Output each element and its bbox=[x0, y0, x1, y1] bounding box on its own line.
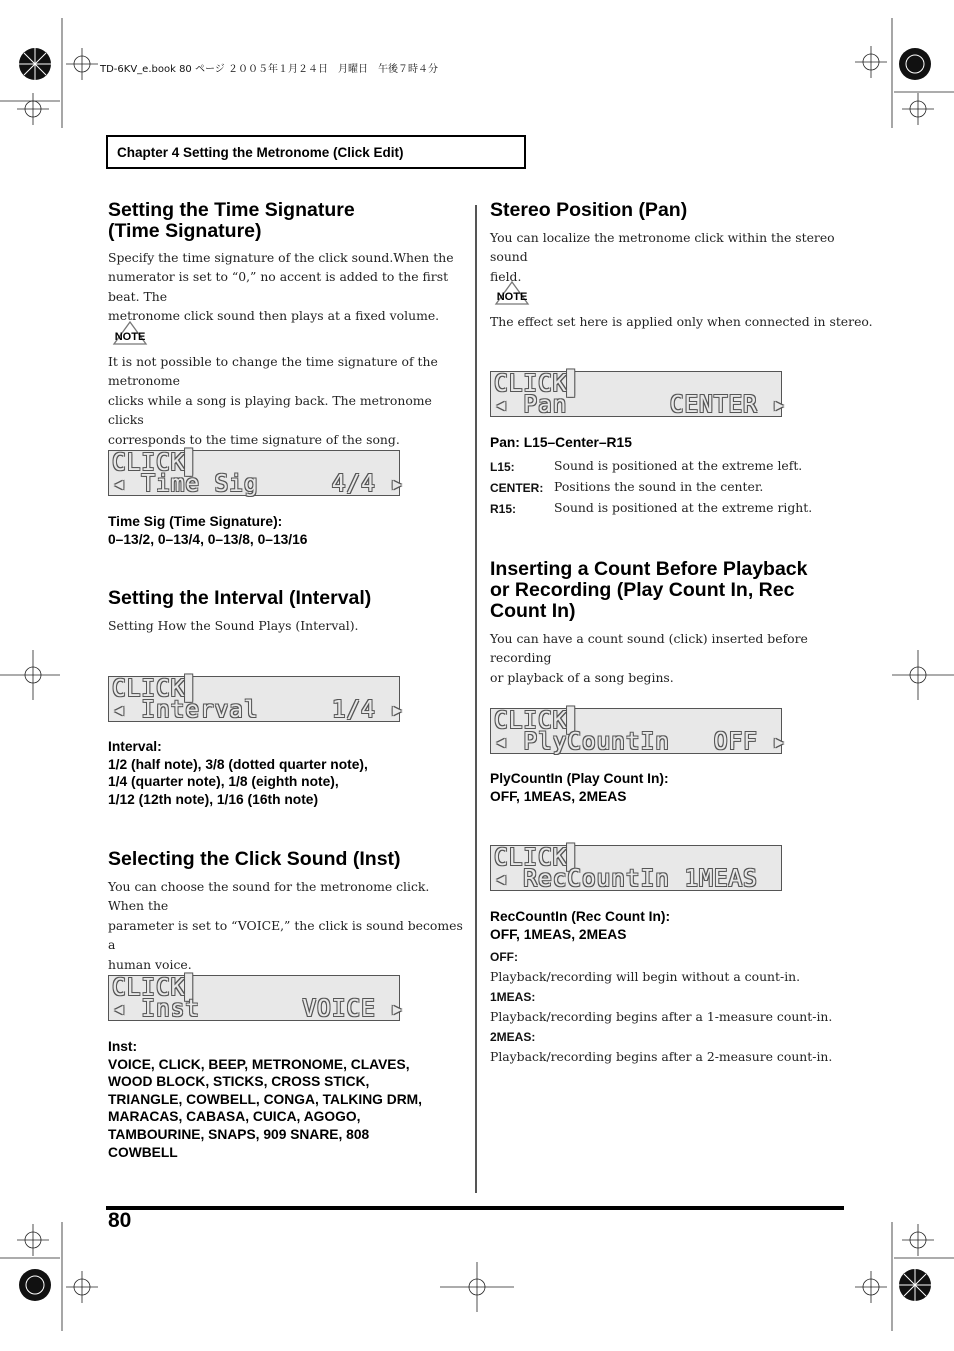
param-line: Time Sig (Time Signature): bbox=[108, 514, 283, 529]
lcd-line-1: CLICK▌ bbox=[112, 676, 200, 702]
chapter-header bbox=[106, 135, 526, 169]
heading-line: Count In) bbox=[490, 600, 576, 622]
svg-text:NOTE: NOTE bbox=[496, 291, 528, 303]
body-line: parameter is set to “VOICE,” the click is sound becomes a bbox=[108, 917, 463, 953]
time-sig-note bbox=[108, 352, 468, 449]
pan-body bbox=[490, 228, 850, 286]
def-desc: Sound is positioned at the extreme right. bbox=[554, 500, 813, 515]
lcd-line-2: ◂ Time Sig 4/4 ▸ bbox=[112, 471, 405, 497]
param-line: OFF, 1MEAS, 2MEAS bbox=[490, 926, 627, 942]
param-line: TAMBOURINE, SNAPS, 909 SNARE, 808 bbox=[108, 1126, 370, 1142]
footer-rule bbox=[106, 1206, 844, 1210]
lcd-time-sig bbox=[108, 450, 405, 497]
count-in-heading bbox=[490, 559, 808, 622]
lcd-line-1: CLICK▌ bbox=[494, 708, 582, 734]
interval-param bbox=[108, 738, 368, 808]
rec-count-in-param bbox=[490, 908, 670, 943]
body-line: Specify the time signature of the click sound.When the bbox=[108, 250, 454, 265]
param-line: PlyCountIn (Play Count In): bbox=[490, 771, 669, 786]
lcd-line-2: ◂ PlyCountIn OFF ▸ bbox=[494, 729, 787, 755]
pan-note: The effect set here is applied only when connected in stereo. bbox=[490, 314, 873, 329]
def-term: R15: bbox=[490, 502, 517, 516]
print-header: TD-6KV_e.book 80 ページ ２００５年１月２４日 月曜日 午後７時４分 bbox=[100, 64, 438, 75]
lcd-pan bbox=[490, 371, 787, 418]
param-line: 1/12 (12th note), 1/16 (16th note) bbox=[108, 791, 319, 807]
param-line: 1/2 (half note), 3/8 (dotted quarter note), bbox=[108, 756, 368, 772]
lcd-line-1: CLICK▌ bbox=[494, 371, 582, 397]
play-count-in-param bbox=[490, 770, 669, 805]
lcd-line-1: CLICK▌ bbox=[494, 845, 582, 871]
lcd-inst bbox=[108, 975, 405, 1022]
param-line: TRIANGLE, COWBELL, CONGA, TALKING DRM, bbox=[108, 1091, 422, 1107]
heading-line: Inserting a Count Before Playback bbox=[490, 558, 808, 580]
lcd-line-2: ◂ Pan CENTER ▸ bbox=[494, 392, 787, 418]
def-desc: Playback/recording begins after a 1-measure count-in. bbox=[490, 1009, 833, 1024]
param-line: 1/4 (quarter note), 1/8 (eighth note), bbox=[108, 774, 339, 790]
param-line: Inst: bbox=[108, 1039, 138, 1054]
param-line: COWBELL bbox=[108, 1144, 178, 1160]
param-line: MARACAS, CABASA, CUICA, AGOGO, bbox=[108, 1109, 361, 1125]
page-number: 80 bbox=[108, 1209, 132, 1232]
note-line: clicks while a song is playing back. The metronome clicks bbox=[108, 392, 432, 428]
def-desc: Sound is positioned at the extreme left. bbox=[554, 458, 803, 473]
time-sig-heading-line2: (Time Signature) bbox=[108, 220, 262, 242]
param-line: 0–13/2, 0–13/4, 0–13/8, 0–13/16 bbox=[108, 531, 308, 547]
param-line: OFF, 1MEAS, 2MEAS bbox=[490, 788, 627, 804]
param-line: VOICE, CLICK, BEEP, METRONOME, CLAVES, bbox=[108, 1056, 410, 1072]
def-term: 2MEAS: bbox=[490, 1030, 536, 1044]
body-line: You can localize the metronome click within the stereo sound bbox=[490, 230, 835, 265]
def-term: CENTER: bbox=[490, 481, 544, 495]
def-term: OFF: bbox=[490, 950, 518, 964]
lcd-line-2: ◂ Interval 1/4 ▸ bbox=[112, 697, 405, 723]
time-sig-heading bbox=[108, 200, 355, 242]
body-line: human voice. bbox=[108, 956, 192, 972]
body-line: or playback of a song begins. bbox=[490, 669, 674, 685]
inst-heading: Selecting the Click Sound (Inst) bbox=[108, 848, 401, 870]
time-sig-heading-line1: Setting the Time Signature bbox=[108, 199, 355, 221]
def-term: L15: bbox=[490, 460, 515, 474]
svg-text:NOTE: NOTE bbox=[114, 331, 146, 343]
chapter-title: Chapter 4 Setting the Metronome (Click Edit) bbox=[117, 145, 404, 160]
def-desc: Playback/recording begins after a 2-measure count-in. bbox=[490, 1049, 833, 1064]
note-line: corresponds to the time signature of the song. bbox=[108, 431, 400, 447]
count-in-body bbox=[490, 629, 850, 687]
interval-body: Setting How the Sound Plays (Interval). bbox=[108, 618, 359, 633]
body-line: You can have a count sound (click) inserted before recording bbox=[490, 631, 808, 666]
note-line: It is not possible to change the time signature of the metronome bbox=[108, 354, 438, 389]
param-line: Interval: bbox=[108, 739, 162, 754]
inst-param bbox=[108, 1038, 468, 1161]
body-line: numerator is set to “0,” no accent is added to the first beat. The bbox=[108, 269, 449, 304]
time-sig-body bbox=[108, 248, 468, 326]
body-line: metronome click sound then plays at a fixed volume. bbox=[108, 308, 440, 324]
time-sig-param bbox=[108, 513, 307, 548]
def-desc: Playback/recording will begin without a count-in. bbox=[490, 969, 801, 984]
def-desc: Positions the sound in the center. bbox=[554, 479, 764, 494]
param-line: WOOD BLOCK, STICKS, CROSS STICK, bbox=[108, 1074, 370, 1090]
lcd-line-2: ◂ RecCountIn 1MEAS bbox=[494, 866, 758, 892]
pan-param: Pan: L15–Center–R15 bbox=[490, 435, 632, 450]
body-line: You can choose the sound for the metronome click. When the bbox=[108, 879, 430, 914]
body-line: field. bbox=[490, 268, 522, 284]
note-icon bbox=[110, 320, 150, 348]
lcd-rec-count-in bbox=[490, 845, 782, 891]
inst-body bbox=[108, 877, 468, 974]
column-divider bbox=[475, 205, 477, 1193]
lcd-line-2: ◂ Inst VOICE ▸ bbox=[112, 996, 405, 1022]
lcd-line-1: CLICK▌ bbox=[112, 450, 200, 476]
param-line: RecCountIn (Rec Count In): bbox=[490, 909, 671, 924]
pan-heading: Stereo Position (Pan) bbox=[490, 199, 688, 221]
lcd-interval bbox=[108, 676, 405, 723]
note-icon bbox=[492, 280, 532, 308]
interval-heading: Setting the Interval (Interval) bbox=[108, 587, 372, 609]
def-term: 1MEAS: bbox=[490, 990, 536, 1004]
lcd-line-1: CLICK▌ bbox=[112, 975, 200, 1001]
lcd-play-count-in bbox=[490, 708, 787, 755]
heading-line: or Recording (Play Count In, Rec bbox=[490, 579, 795, 601]
